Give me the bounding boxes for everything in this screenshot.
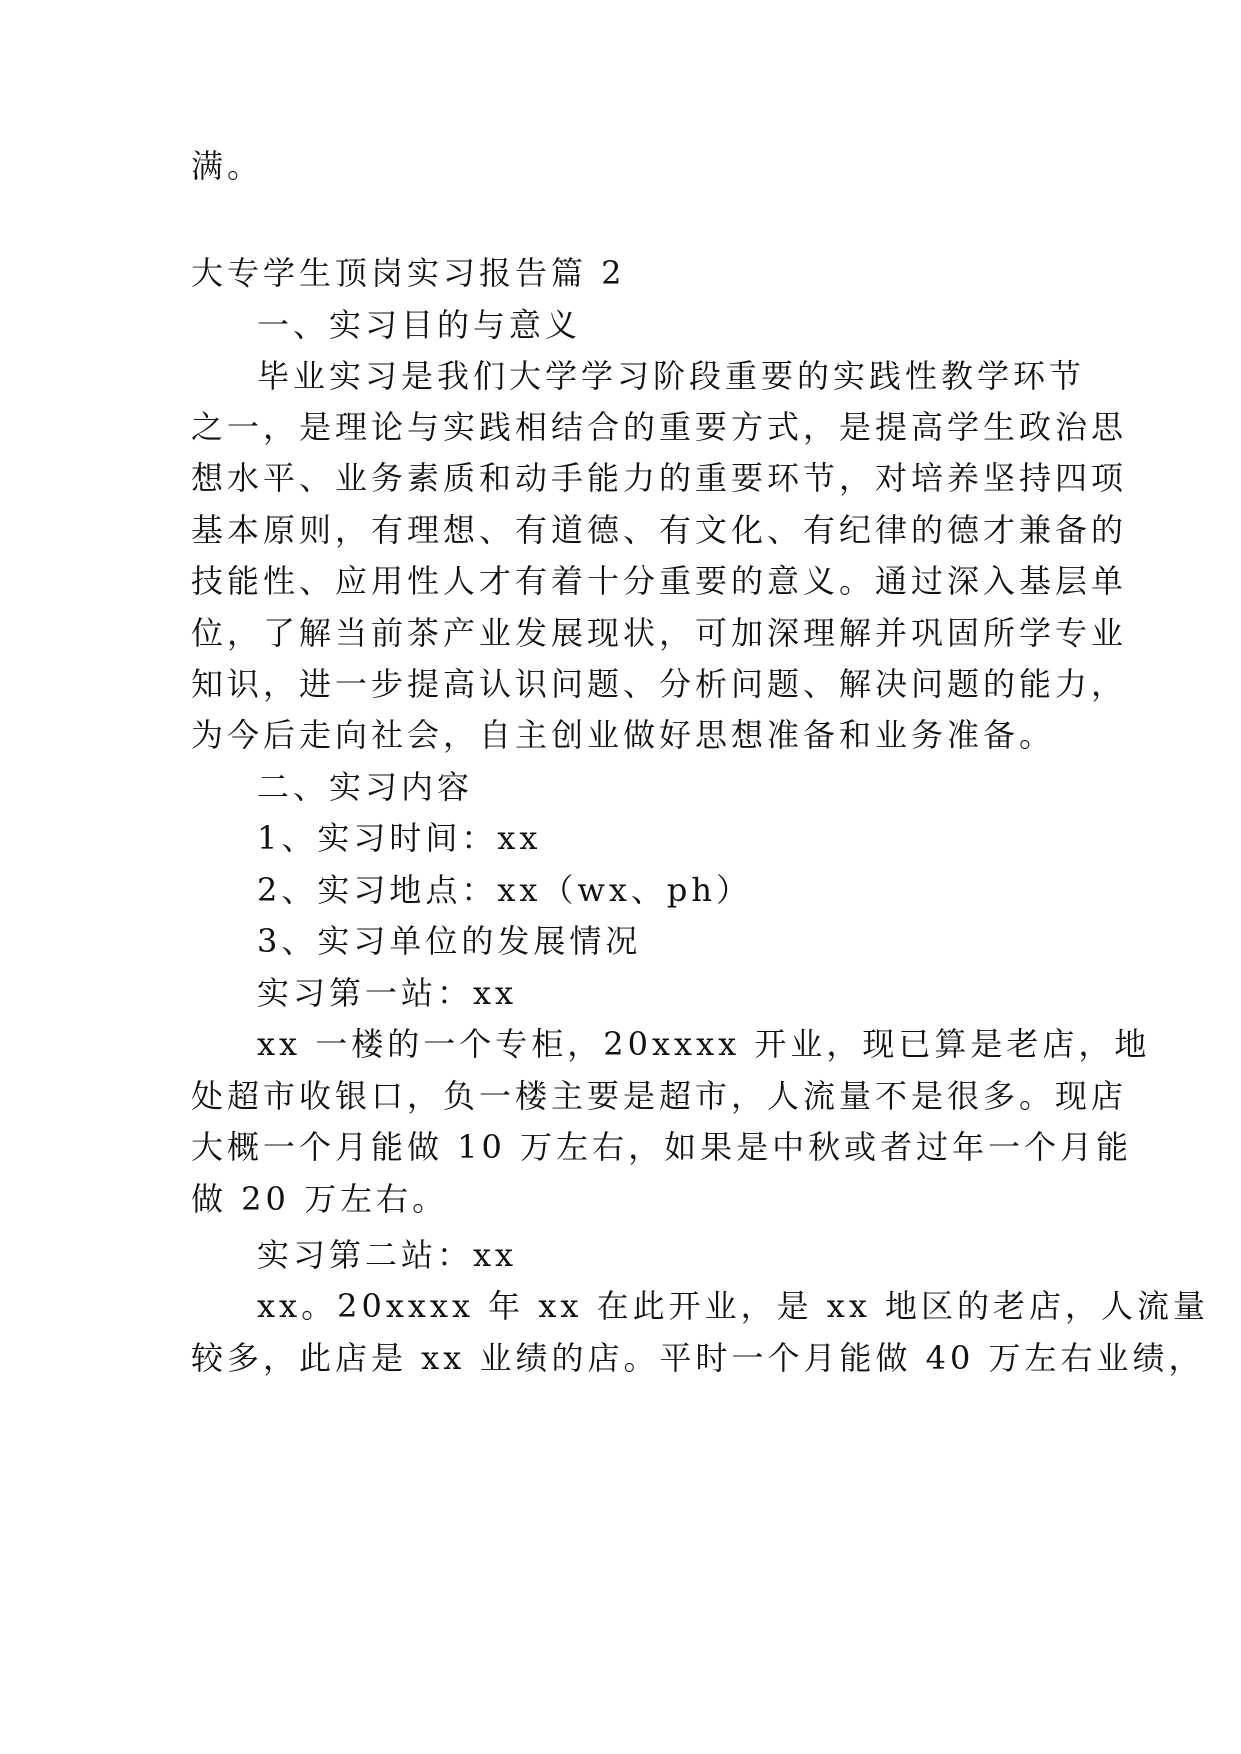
- list-item-time: 1、实习时间：xx: [257, 819, 542, 857]
- paragraph-line: 较多，此店是 xx 业绩的店。平时一个月能做 40 万左右业绩，: [191, 1339, 1205, 1377]
- paragraph-fragment: 满。: [191, 147, 264, 185]
- paragraph-line: xx 一楼的一个专柜，20xxxx 开业，现已算是老店，地: [257, 1025, 1151, 1063]
- heading-purpose: 一、实习目的与意义: [257, 306, 582, 344]
- heading-content: 二、实习内容: [257, 768, 474, 806]
- station-2-title: 实习第二站：xx: [257, 1236, 518, 1274]
- list-item-development: 3、实习单位的发展情况: [257, 922, 642, 960]
- paragraph-line: 知识，进一步提高认识问题、分析问题、解决问题的能力，: [191, 665, 1128, 703]
- paragraph-line: 位，了解当前茶产业发展现状，可加深理解并巩固所学专业: [191, 614, 1128, 652]
- paragraph-line: 为今后走向社会，自主创业做好思想准备和业务准备。: [191, 716, 1056, 754]
- section-title: 大专学生顶岗实习报告篇 2: [191, 254, 626, 292]
- paragraph-line: 技能性、应用性人才有着十分重要的意义。通过深入基层单: [191, 562, 1128, 600]
- paragraph-line: 大概一个月能做 10 万左右，如果是中秋或者过年一个月能: [191, 1128, 1133, 1166]
- paragraph-line: 之一，是理论与实践相结合的重要方式，是提高学生政治思: [191, 408, 1128, 446]
- list-item-location: 2、实习地点：xx（wx、ph）: [257, 871, 752, 909]
- paragraph-line: xx。20xxxx 年 xx 在此开业，是 xx 地区的老店，人流量: [257, 1287, 1210, 1325]
- paragraph-line: 做 20 万左右。: [191, 1180, 449, 1218]
- paragraph-line: 基本原则，有理想、有道德、有文化、有纪律的德才兼备的: [191, 511, 1128, 549]
- paragraph-line: 毕业实习是我们大学学习阶段重要的实践性教学环节: [257, 357, 1086, 395]
- station-1-title: 实习第一站：xx: [257, 974, 518, 1012]
- paragraph-line: 想水平、业务素质和动手能力的重要环节，对培养坚持四项: [191, 459, 1128, 497]
- paragraph-line: 处超市收银口，负一楼主要是超市，人流量不是很多。现店: [191, 1077, 1128, 1115]
